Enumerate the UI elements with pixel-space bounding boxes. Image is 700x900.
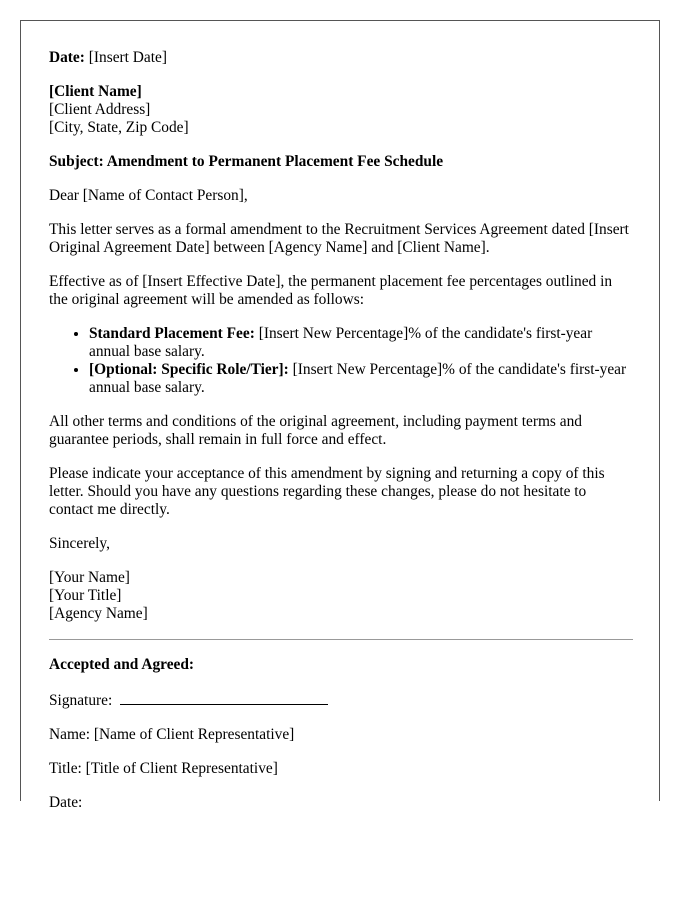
paragraph-effective: Effective as of [Insert Effective Date], the permanent placement fee percentages outlined in the original agreement will be amended as follows: xyxy=(49,273,613,308)
date-line xyxy=(49,49,633,67)
signature-line xyxy=(49,690,633,710)
client-rep-name: Name: [Name of Client Representative] xyxy=(49,726,295,743)
client-name: [Client Name] xyxy=(49,83,142,100)
sender-title: [Your Title] xyxy=(49,587,122,604)
closing: Sincerely, xyxy=(49,535,110,552)
fee-item-text: [Insert New Percentage]% of the candidate's first-year annual base salary. xyxy=(89,361,627,396)
client-city-state-zip: [City, State, Zip Code] xyxy=(49,119,189,136)
paragraph-acceptance-request: Please indicate your acceptance of this amendment by signing and returning a copy of this letter. Should you have any questions regarding these changes, please do not hesitate to contact me directly. xyxy=(49,465,605,518)
fee-list-item xyxy=(89,361,633,397)
client-address: [Client Address] xyxy=(49,101,151,118)
signature-label: Signature: xyxy=(49,692,113,709)
acceptance-heading xyxy=(49,656,633,674)
date-label: Date: xyxy=(49,49,85,66)
subject-line xyxy=(49,153,633,171)
acceptance-date: Date: xyxy=(49,794,83,811)
fee-item-label: [Optional: Specific Role/Tier]: xyxy=(89,361,289,378)
client-rep-title: Title: [Title of Client Representative] xyxy=(49,760,278,777)
date-value: [Insert Date] xyxy=(88,49,167,66)
fee-list xyxy=(49,325,633,397)
fee-item-label: Standard Placement Fee: xyxy=(89,325,255,342)
sender-block xyxy=(49,569,633,623)
section-divider xyxy=(49,639,633,640)
sender-agency: [Agency Name] xyxy=(49,605,148,622)
fee-item-text: [Insert New Percentage]% of the candidate's first-year annual base salary. xyxy=(89,325,593,360)
acceptance-heading-text: Accepted and Agreed: xyxy=(49,656,195,673)
paragraph-intro: This letter serves as a formal amendment to the Recruitment Services Agreement dated [Insert Original Agreement Date] between [Agency Name] and [Client Name]. xyxy=(49,221,629,256)
client-address-block xyxy=(49,83,633,137)
signature-field[interactable] xyxy=(120,690,328,705)
paragraph-terms: All other terms and conditions of the original agreement, including payment terms and guarantee periods, shall remain in full force and effect. xyxy=(49,413,582,448)
salutation: Dear [Name of Contact Person], xyxy=(49,187,248,204)
sender-name: [Your Name] xyxy=(49,569,130,586)
fee-list-item xyxy=(89,325,633,361)
letter-content xyxy=(49,49,633,828)
subject-text: Subject: Amendment to Permanent Placement Fee Schedule xyxy=(49,153,444,170)
letter-page xyxy=(20,20,660,811)
